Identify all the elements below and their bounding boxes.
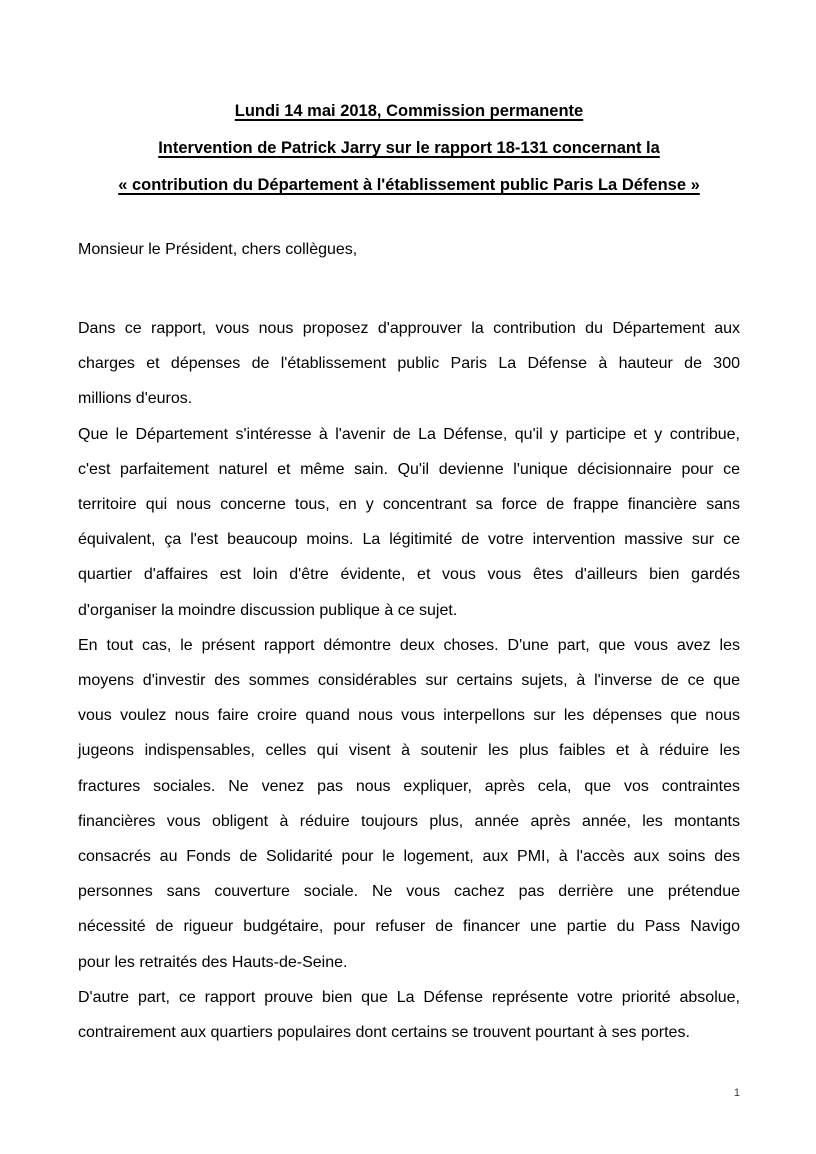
body-line: millions d'euros. — [78, 390, 193, 408]
title-line-speaker: Intervention de Patrick Jarry sur le rapport 18-131 concernant la — [158, 139, 660, 157]
body-line: quartier d'affaires est loin d'être évidente, et vous vous êtes d'ailleurs bien gardés — [78, 566, 740, 584]
paragraph-deux-choses — [78, 628, 740, 980]
paragraph-contribution — [78, 311, 740, 417]
body-line: En tout cas, le présent rapport démontre deux choses. D'une part, que vous avez les — [78, 636, 740, 654]
title-line-subject: « contribution du Département à l'établissement public Paris La Défense » — [118, 176, 700, 194]
body-line: d'organiser la moindre discussion publique à ce sujet. — [78, 601, 458, 619]
body-line: nécessité de rigueur budgétaire, pour refuser de financer une partie du Pass Navigo — [78, 918, 740, 936]
page-number: 1 — [733, 1087, 740, 1099]
title-line-date: Lundi 14 mai 2018, Commission permanente — [234, 102, 584, 120]
paragraph-legitimite — [78, 417, 740, 628]
body-line: charges et dépenses de l'établissement public Paris La Défense à hauteur de 300 — [78, 355, 740, 373]
body-line: vous voulez nous faire croire quand nous vous interpellons sur les dépenses que nous — [78, 707, 740, 725]
document-body — [78, 311, 740, 1050]
body-line: c'est parfaitement naturel et même sain. Qu'il devienne l'unique décisionnaire pour ce — [78, 460, 740, 478]
body-line: consacrés au Fonds de Solidarité pour le logement, aux PMI, à l'accès aux soins des — [78, 848, 740, 866]
paragraph-priorite — [78, 980, 740, 1050]
body-line: D'autre part, ce rapport prouve bien que La Défense représente votre priorité absolue, — [78, 988, 740, 1006]
body-line: pour les retraités des Hauts-de-Seine. — [78, 953, 348, 971]
document-title-block — [78, 93, 740, 204]
body-line: contrairement aux quartiers populaires dont certains se trouvent pourtant à ses portes. — [78, 1024, 690, 1042]
salutation: Monsieur le Président, chers collègues, — [78, 241, 358, 258]
body-line: Que le Département s'intéresse à l'avenir de La Défense, qu'il y participe et y contribue, — [78, 425, 740, 443]
body-line: personnes sans couverture sociale. Ne vous cachez pas derrière une prétendue — [78, 883, 740, 901]
body-line: fractures sociales. Ne venez pas nous expliquer, après cela, que vos contraintes — [78, 777, 740, 795]
body-line: financières vous obligent à réduire toujours plus, année après année, les montants — [78, 812, 740, 830]
body-line: Dans ce rapport, vous nous proposez d'approuver la contribution du Département aux — [78, 320, 740, 337]
body-line: équivalent, ça l'est beaucoup moins. La légitimité de votre intervention massive sur ce — [78, 531, 740, 549]
body-line: moyens d'investir des sommes considérables sur certains sujets, à l'inverse de ce que — [78, 672, 740, 690]
body-line: territoire qui nous concerne tous, en y concentrant sa force de frappe financière sans — [78, 496, 740, 514]
body-line: jugeons indispensables, celles qui visent à soutenir les plus faibles et à réduire les — [78, 742, 740, 760]
